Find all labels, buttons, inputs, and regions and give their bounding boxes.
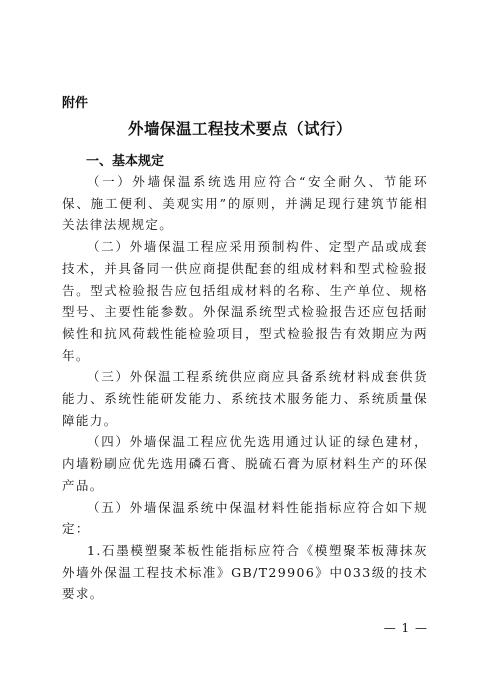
paragraph-5: （五）外墙保温系统中保温材料性能指标应符合如下规定： xyxy=(62,499,428,537)
paragraph-3: （三）外保温工程系统供应商应具备系统材料成套供货能力、系统性能研发能力、系统技术服务能力、系统质量保障能力。 xyxy=(62,369,428,428)
section-heading: 一、基本规定 xyxy=(86,154,165,169)
paragraph-1: （一）外墙保温系统选用应符合“安全耐久、节能环保、施工便利、美观实用”的原则，并满足现行建筑节能相关法律法规规定。 xyxy=(62,174,428,233)
page-number: — 1 — xyxy=(383,621,428,635)
document-title: 外墙保温工程技术要点（试行） xyxy=(127,119,352,138)
paragraph-2: （二）外墙保温工程应采用预制构件、定型产品或成套技术，并具备同一供应商提供配套的组成材料和型式检验报告。型式检验报告应包括组成材料的名称、生产单位、规格型号、主要性能参数。外保温系统型式检验报告还应包括耐候性和抗风荷载性能检验项目，型式检验报告有效期应为两年。 xyxy=(62,239,428,363)
attachment-label: 附件 xyxy=(62,96,89,111)
paragraph-6: 1.石墨模塑聚苯板性能指标应符合《模塑聚苯板薄抹灰外墙外保温工程技术标准》GB/T29906》中033级的技术要求。 xyxy=(62,542,428,602)
body-text xyxy=(62,171,428,605)
paragraph-4: （四）外墙保温工程应优先选用通过认证的绿色建材，内墙粉刷应优先选用磷石膏、脱硫石膏为原材料生产的环保产品。 xyxy=(62,434,428,493)
